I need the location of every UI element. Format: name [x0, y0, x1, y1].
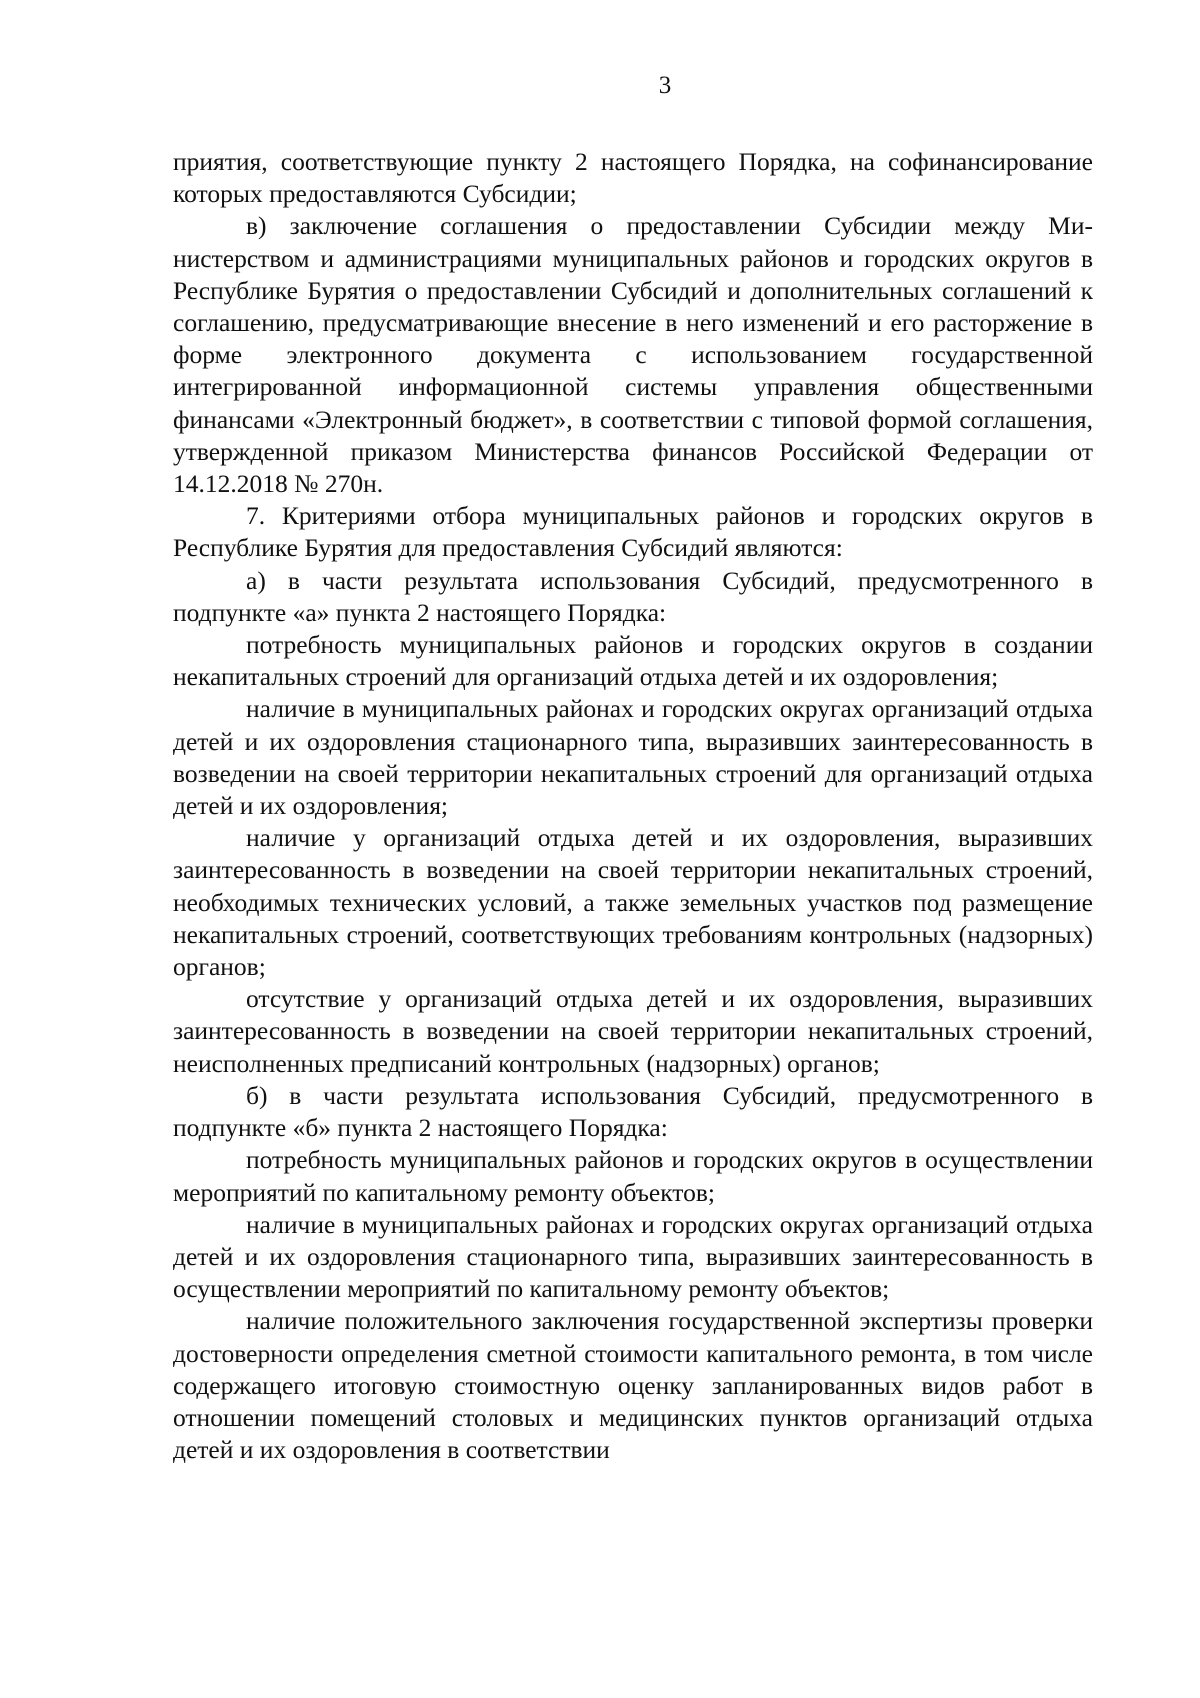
paragraph-criterion: потребность муниципальных районов и городских округов в осуществлении мероприятий по капитальному ремонту объектов;: [173, 1145, 1093, 1207]
paragraph-criterion: наличие в муниципальных районах и городских округах организаций отдыха детей и их оздоровления стационарного типа, выразивших заинтересованность в возведении на своей территории некапитальных строений для организаций отдыха детей и их оздоровления;: [173, 694, 1093, 821]
paragraph-item-7: 7. Критериями отбора муниципальных районов и городских округов в Республике Бурятия для предоставления Субсидий являются:: [173, 501, 1093, 563]
paragraph-continuation: приятия, соответствующие пункту 2 настоящего Порядка, на софинансирование которых предоставляются Субсидии;: [173, 147, 1093, 209]
paragraph-subitem-a: а) в части результата использования Субсидий, предусмотренного в подпункте «а» пункта 2 настоящего Порядка:: [173, 565, 1093, 627]
paragraph-criterion: наличие у организаций отдыха детей и их оздоровления, выразивших заинтересованность в возведении на своей территории некапитальных строений, необходимых технических условий, а также земельных участков под размещение некапитальных строений, соответствующих требованиям контрольных (надзорных) органов;: [173, 823, 1093, 982]
paragraph-subitem-v: в) заключение соглашения о предоставлении Субсидии между Министерством и администрациями муниципальных районов и городских округов в Республике Бурятия о предоставлении Субсидий и дополнительных соглашений к соглашению, предусматривающие внесение в него изменений и его расторжение в форме электронного документа с использованием государственной интегрированной информационной системы управления общественными финансами «Электронный бюджет», в соответствии с типовой формой соглашения, утвержденной приказом Министерства финансов Российской Федерации от 14.12.2018 № 270н.: [173, 211, 1093, 499]
document-body: [173, 146, 1093, 1466]
page-number: 3: [658, 72, 672, 99]
paragraph-criterion: потребность муниципальных районов и городских округов в создании некапитальных строений для организаций отдыха детей и их оздоровления;: [173, 630, 1093, 692]
paragraph-criterion: отсутствие у организаций отдыха детей и их оздоровления, выразивших заинтересованность в возведении на своей территории некапитальных строений, неисполненных предписаний контрольных (надзорных) органов;: [173, 984, 1093, 1078]
paragraph-subitem-b: б) в части результата использования Субсидий, предусмотренного в подпункте «б» пункта 2 настоящего Порядка:: [173, 1080, 1093, 1143]
paragraph-criterion: наличие в муниципальных районах и городских округах организаций отдыха детей и их оздоровления стационарного типа, выразивших заинтересованность в осуществлении мероприятий по капитальному ремонту объектов;: [173, 1209, 1093, 1304]
paragraph-criterion: наличие положительного заключения государственной экспертизы проверки достоверности определения сметной стоимости капитального ремонта, в том числе содержащего итоговую стоимостную оценку запланированных видов работ в отношении помещений столовых и медицинских пунктов организаций отдыха детей и их оздоровления в соответствии: [173, 1306, 1093, 1465]
